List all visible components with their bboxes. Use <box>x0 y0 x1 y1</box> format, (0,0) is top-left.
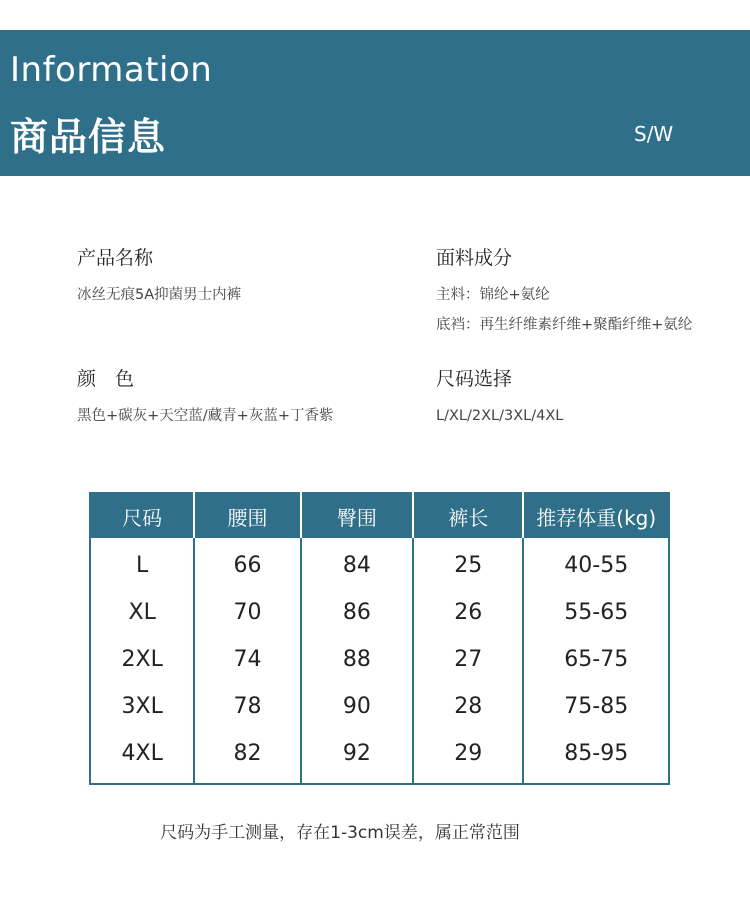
info-heading: 面料成分 <box>436 247 513 269</box>
cell-waist: 78 <box>194 683 300 730</box>
info-heading: 尺码选择 <box>436 368 513 390</box>
info-color <box>77 364 333 431</box>
info-value-crotch: 底裆：再生纤维素纤维+聚酯纤维+氨纶 <box>436 317 693 333</box>
header-size: 尺码 <box>90 493 194 538</box>
measurement-note: 尺码为手工测量，存在1-3cm误差，属正常范围 <box>160 823 520 843</box>
cell-size: 3XL <box>121 694 163 719</box>
table-row <box>90 730 669 784</box>
banner-title-cn: 商品信息 <box>10 115 167 159</box>
size-table <box>89 492 670 785</box>
table-row <box>90 538 669 589</box>
info-value: L/XL/2XL/3XL/4XL <box>436 408 564 424</box>
info-sizes <box>436 364 563 431</box>
cell-hip: 92 <box>301 730 413 784</box>
banner-code: S/W <box>634 122 674 146</box>
cell-size: XL <box>128 600 156 625</box>
cell-length: 28 <box>413 683 523 730</box>
cell-waist: 66 <box>194 538 300 589</box>
cell-waist: 70 <box>194 589 300 636</box>
info-product-name <box>77 243 241 310</box>
banner-title-en: Information <box>10 50 213 90</box>
header-weight: 推荐体重(kg) <box>523 493 669 538</box>
cell-waist: 74 <box>194 636 300 683</box>
cell-length: 27 <box>413 636 523 683</box>
cell-waist: 82 <box>194 730 300 784</box>
table-row <box>90 683 669 730</box>
cell-hip: 84 <box>301 538 413 589</box>
table-row <box>90 636 669 683</box>
header-hip: 臀围 <box>301 493 413 538</box>
header-banner <box>0 30 750 176</box>
table-row <box>90 589 669 636</box>
info-fabric <box>436 243 692 340</box>
cell-hip: 86 <box>301 589 413 636</box>
cell-size: L <box>136 553 149 578</box>
info-value: 冰丝无痕5A抑菌男士内裤 <box>77 287 242 303</box>
header-waist: 腰围 <box>194 493 300 538</box>
cell-weight: 85-95 <box>523 730 669 784</box>
cell-weight: 75-85 <box>523 683 669 730</box>
cell-length: 25 <box>413 538 523 589</box>
cell-weight: 65-75 <box>523 636 669 683</box>
cell-hip: 88 <box>301 636 413 683</box>
info-heading: 颜 色 <box>77 368 135 390</box>
cell-length: 29 <box>413 730 523 784</box>
info-value-main: 主料：锦纶+氨纶 <box>436 287 550 303</box>
cell-length: 26 <box>413 589 523 636</box>
info-heading: 产品名称 <box>77 247 154 269</box>
info-value: 黑色+碳灰+天空蓝/藏青+灰蓝+丁香紫 <box>77 408 334 424</box>
header-length: 裤长 <box>413 493 523 538</box>
cell-size: 2XL <box>121 647 163 672</box>
cell-weight: 40-55 <box>523 538 669 589</box>
table-header-row <box>90 493 669 538</box>
cell-weight: 55-65 <box>523 589 669 636</box>
cell-hip: 90 <box>301 683 413 730</box>
cell-size: 4XL <box>121 741 163 766</box>
